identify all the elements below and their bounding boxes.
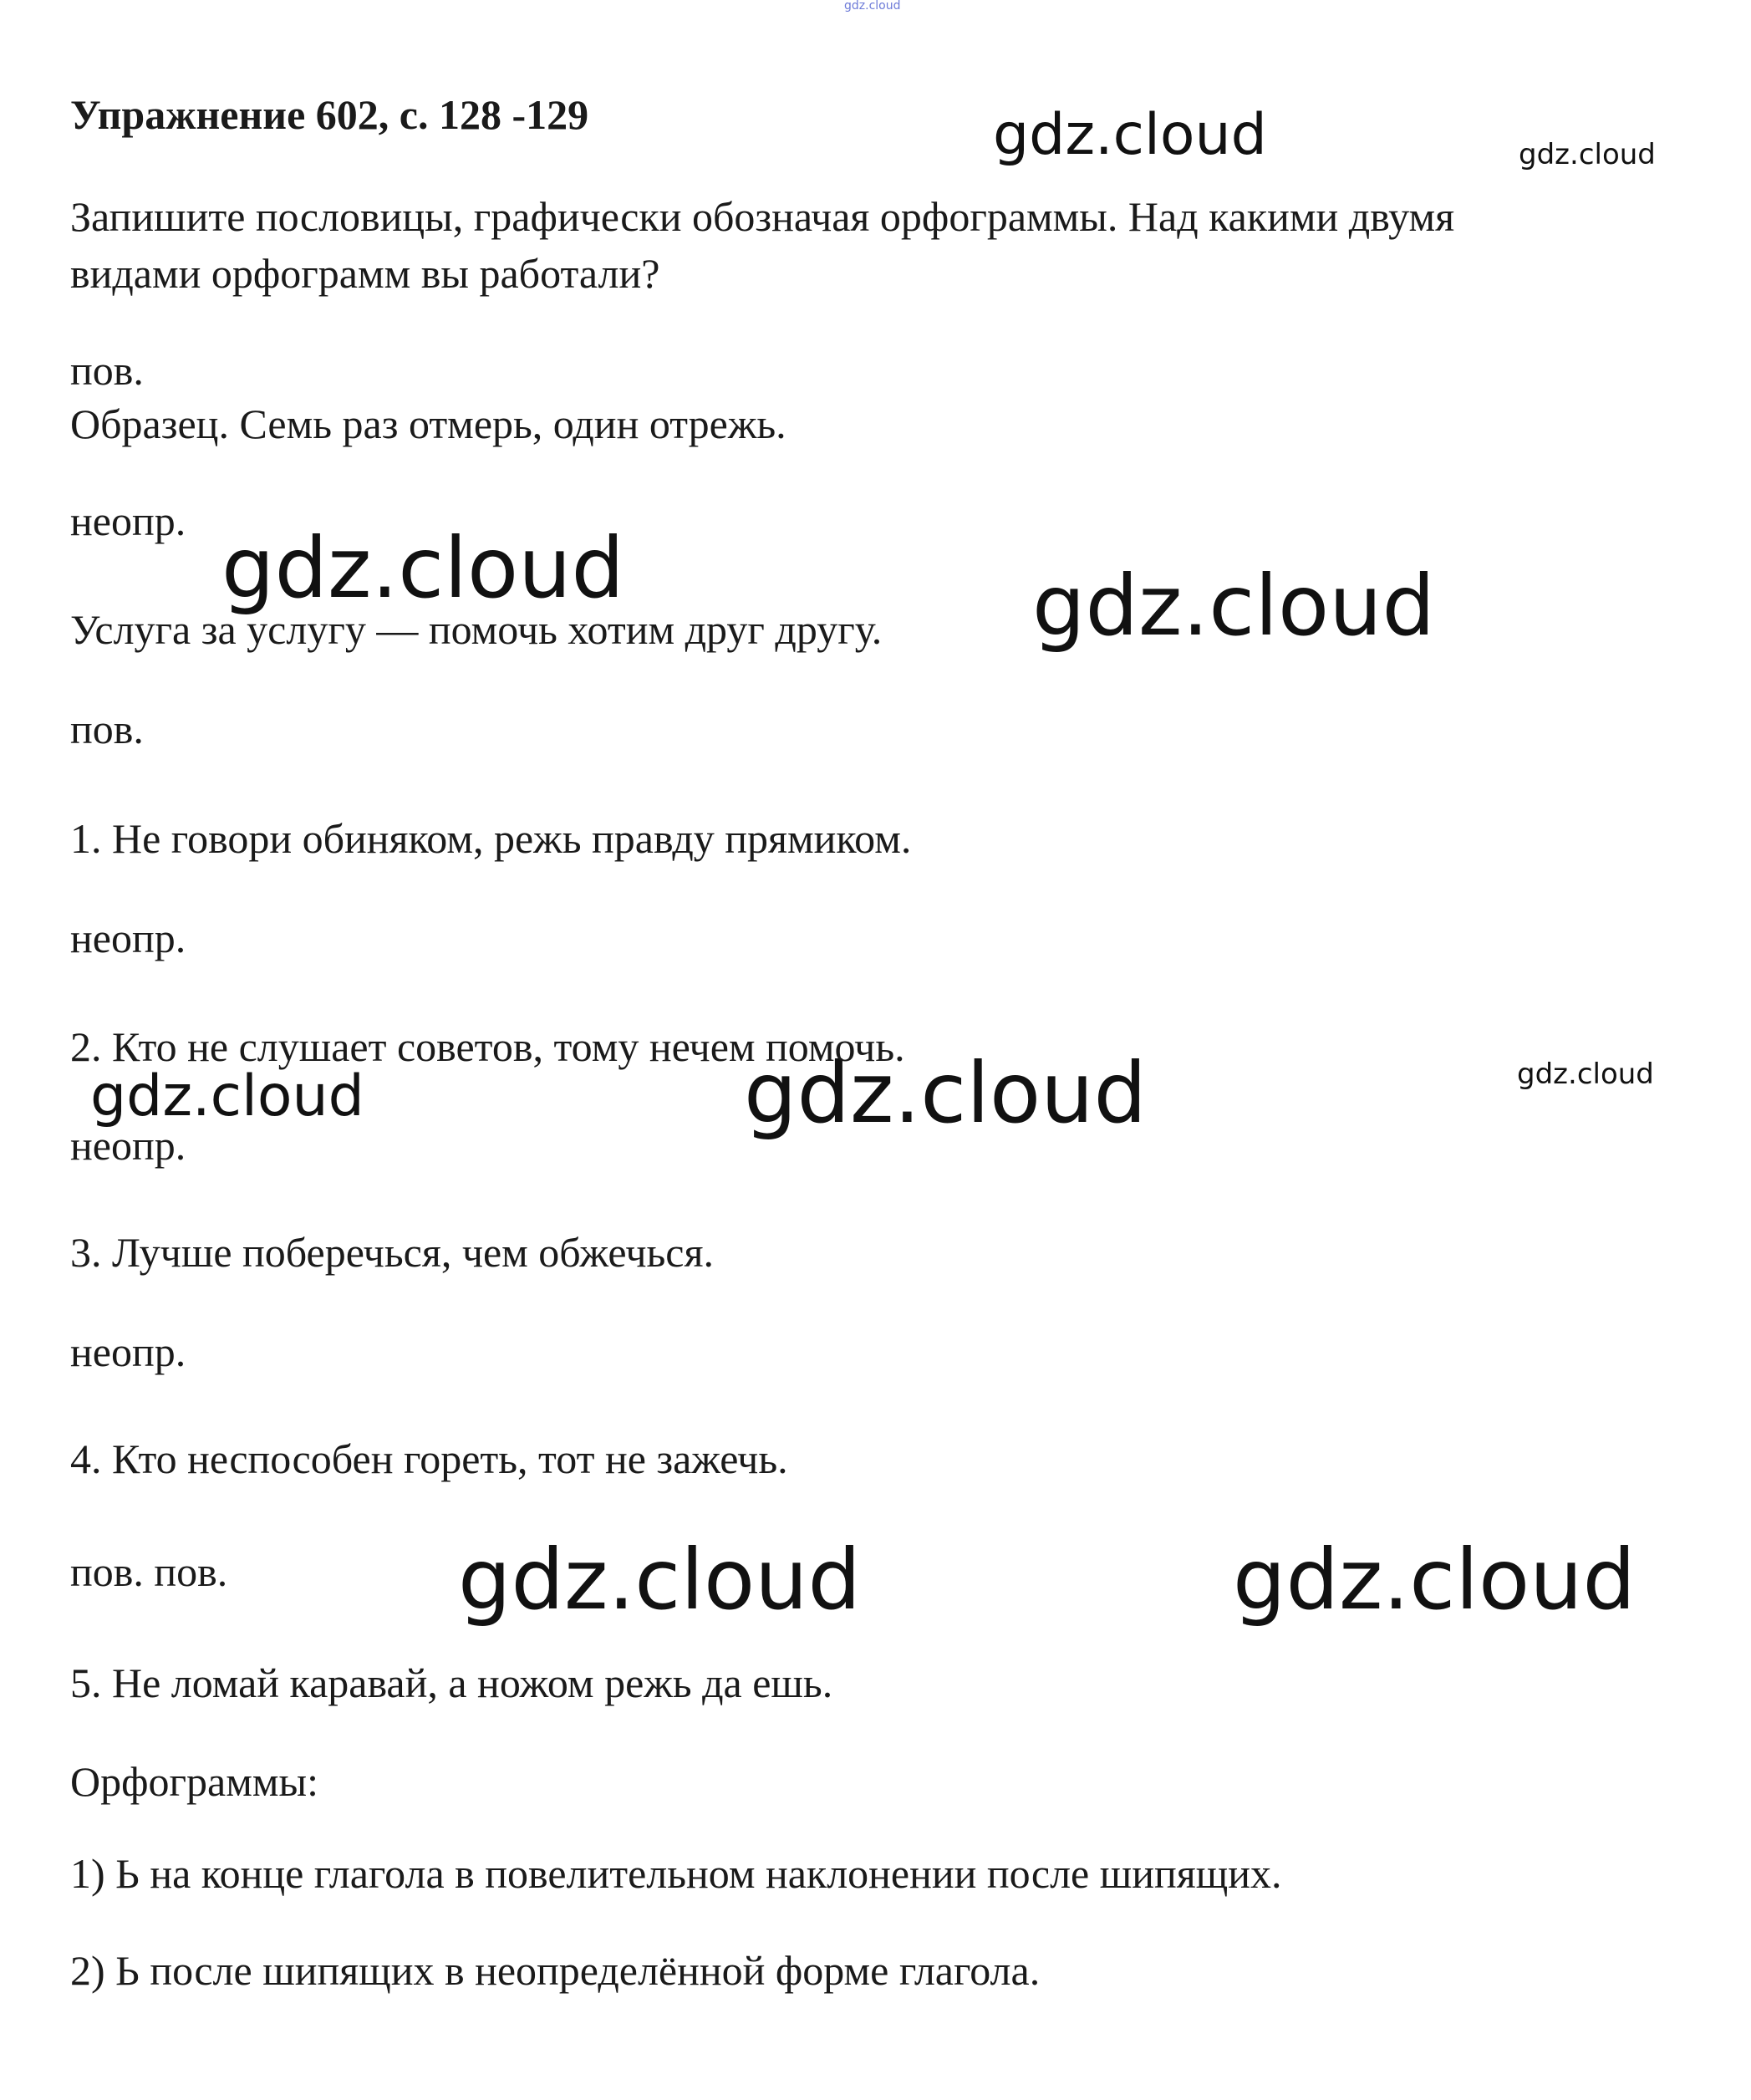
- task-text-line-2: видами орфограмм вы работали?: [70, 250, 660, 297]
- watermark-logo: gdz.cloud: [1517, 1058, 1654, 1091]
- watermark-logo: gdz.cloud: [744, 1044, 1148, 1142]
- proverb-text: 5. Не ломай каравай, а ножом режь да ешь.: [70, 1659, 833, 1706]
- page-title: Упражнение 602, с. 128 -129: [70, 91, 589, 138]
- item-note: неопр.: [70, 1122, 186, 1169]
- watermark-logo: gdz.cloud: [993, 102, 1267, 168]
- watermark-logo: gdz.cloud: [458, 1531, 862, 1629]
- sample-note: пов.: [70, 347, 144, 394]
- watermark-logo: gdz.cloud: [90, 1063, 364, 1129]
- proverb-text: 1. Не говори обиняком, режь правду прямиком.: [70, 815, 912, 862]
- sample-text: Образец. Семь раз отмерь, один отрежь.: [70, 400, 786, 447]
- item-note: неопр.: [70, 1328, 186, 1375]
- answer-rule-2: 2) Ь после шипящих в неопределённой форме глагола.: [70, 1947, 1041, 1994]
- answer-rule-1: 1) Ь на конце глагола в повелительном наклонении после шипящих.: [70, 1850, 1282, 1897]
- item-note: пов.: [70, 706, 144, 752]
- proverb-text: Услуга за услугу — помочь хотим друг другу.: [70, 606, 883, 653]
- watermark-logo: gdz.cloud: [221, 519, 625, 617]
- proverb-text: 2. Кто не слушает советов, тому нечем помочь.: [70, 1023, 905, 1070]
- proverb-text: 4. Кто неспособен гореть, тот не зажечь.: [70, 1435, 788, 1482]
- watermark-logo: gdz.cloud: [1032, 557, 1436, 655]
- watermark-logo: gdz.cloud: [1233, 1531, 1636, 1629]
- proverb-text: 3. Лучше поберечься, чем обжечься.: [70, 1229, 714, 1276]
- item-note: неопр.: [70, 915, 186, 961]
- item-note: пов. пов.: [70, 1548, 228, 1595]
- answer-heading: Орфограммы:: [70, 1758, 318, 1805]
- watermark-logo: gdz.cloud: [844, 0, 901, 13]
- item-note: неопр.: [70, 497, 186, 544]
- task-text-line-1: Запишите пословицы, графически обозначая орфограммы. Над какими двумя: [70, 193, 1455, 240]
- watermark-logo: gdz.cloud: [1519, 138, 1656, 171]
